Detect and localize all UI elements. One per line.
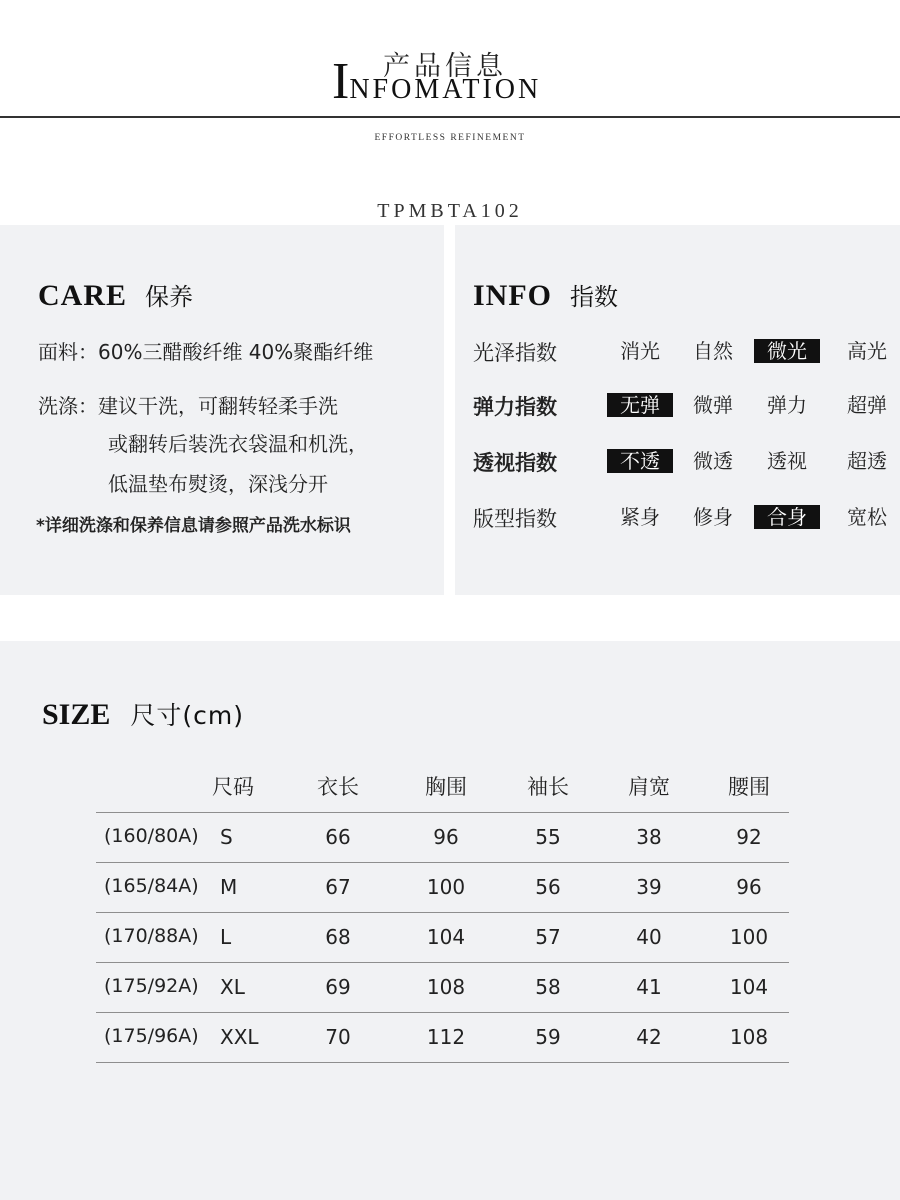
size-spec: (160/80A) (104, 825, 199, 847)
model-number: TPMBTA102 (377, 200, 523, 222)
table-cell: 38 (636, 825, 662, 849)
table-header-cell: 尺码 (212, 775, 254, 799)
size-label: S (220, 825, 233, 849)
size-label: XL (220, 975, 245, 999)
care-heading (38, 277, 193, 313)
table-cell: 56 (535, 875, 561, 899)
header-divider (0, 116, 900, 118)
info-option: 宽松 (847, 505, 887, 529)
size-heading-cn: 尺寸(cm) (130, 701, 244, 730)
table-header-cell: 衣长 (317, 775, 359, 799)
size-heading-en: SIZE (42, 698, 111, 731)
wash-text-3: 低温垫布熨烫，深浅分开 (108, 472, 328, 496)
info-option: 消光 (620, 339, 660, 363)
info-row (473, 447, 893, 477)
table-cell: 104 (426, 925, 466, 949)
info-option: 修身 (693, 505, 733, 529)
table-cell: 67 (325, 875, 351, 899)
wash-text-2: 或翻转后装洗衣袋温和机洗， (108, 432, 368, 456)
care-heading-cn: 保养 (145, 283, 194, 311)
info-option: 微弹 (693, 393, 733, 417)
size-label: L (220, 925, 232, 949)
header (0, 0, 900, 225)
table-row (96, 912, 789, 962)
info-heading-cn: 指数 (570, 283, 618, 311)
fabric-text: 面料：60%三醋酸纤维 40%聚酯纤维 (38, 340, 374, 364)
table-cell: 57 (535, 925, 561, 949)
info-row-label: 透视指数 (473, 451, 557, 475)
info-option-selected: 不透 (607, 449, 673, 473)
size-label: M (220, 875, 238, 899)
table-row (96, 1012, 789, 1063)
table-header-cell: 胸围 (425, 775, 467, 799)
info-heading (473, 277, 618, 313)
table-cell: 66 (325, 825, 351, 849)
size-spec: (175/96A) (104, 1025, 199, 1047)
table-cell: 96 (433, 825, 459, 849)
size-table (96, 759, 789, 1063)
table-cell: 100 (729, 925, 769, 949)
table-header-cell: 袖长 (527, 775, 569, 799)
info-row-label: 弹力指数 (473, 395, 557, 419)
care-heading-en: CARE (38, 279, 128, 312)
info-option: 自然 (693, 339, 733, 363)
info-option: 弹力 (767, 393, 807, 417)
size-section (0, 641, 900, 1200)
table-cell: 92 (736, 825, 762, 849)
info-option-selected: 微光 (754, 339, 820, 363)
info-option: 超透 (847, 449, 887, 473)
size-label: XXL (220, 1025, 259, 1049)
table-cell: 59 (535, 1025, 561, 1049)
info-row (473, 391, 893, 421)
table-header-cell: 腰围 (728, 775, 770, 799)
table-cell: 40 (636, 925, 662, 949)
info-row (473, 337, 893, 367)
info-option: 超弹 (847, 393, 887, 417)
table-row (96, 812, 789, 862)
size-spec: (170/88A) (104, 925, 199, 947)
info-option: 透视 (767, 449, 807, 473)
table-cell: 100 (426, 875, 466, 899)
info-option-selected: 无弹 (607, 393, 673, 417)
size-heading (42, 696, 244, 732)
tagline: EFFORTLESS REFINEMENT (374, 133, 526, 143)
title-initial: I (332, 53, 350, 110)
title-rest: NFOMATION (349, 74, 542, 105)
info-option: 微透 (693, 449, 733, 473)
table-cell: 104 (729, 975, 769, 999)
table-cell: 108 (729, 1025, 769, 1049)
info-panel (455, 225, 900, 595)
table-row (96, 862, 789, 912)
wash-text-1: 洗涤：建议干洗，可翻转轻柔手洗 (38, 394, 338, 418)
table-cell: 70 (325, 1025, 351, 1049)
size-table-header (96, 759, 789, 812)
page-title-cn: 产品信息 (383, 51, 507, 82)
info-row-label: 版型指数 (473, 507, 557, 531)
table-cell: 112 (426, 1025, 466, 1049)
table-cell: 39 (636, 875, 662, 899)
table-row (96, 962, 789, 1012)
info-heading-en: INFO (473, 279, 552, 312)
table-cell: 42 (636, 1025, 662, 1049)
care-note: *详细洗涤和保养信息请参照产品洗水标识 (36, 516, 351, 536)
size-spec: (165/84A) (104, 875, 199, 897)
info-option: 紧身 (620, 505, 660, 529)
table-cell: 58 (535, 975, 561, 999)
size-spec: (175/92A) (104, 975, 199, 997)
size-table-body (96, 812, 789, 1063)
table-header-cell: 肩宽 (628, 775, 670, 799)
table-cell: 69 (325, 975, 351, 999)
table-cell: 96 (736, 875, 762, 899)
care-panel (0, 225, 444, 595)
info-row (473, 503, 893, 533)
page-title-en (332, 53, 542, 110)
info-option: 高光 (847, 339, 887, 363)
table-cell: 68 (325, 925, 351, 949)
table-cell: 55 (535, 825, 561, 849)
table-cell: 41 (636, 975, 662, 999)
info-option-selected: 合身 (754, 505, 820, 529)
info-row-label: 光泽指数 (473, 341, 557, 365)
table-cell: 108 (426, 975, 466, 999)
